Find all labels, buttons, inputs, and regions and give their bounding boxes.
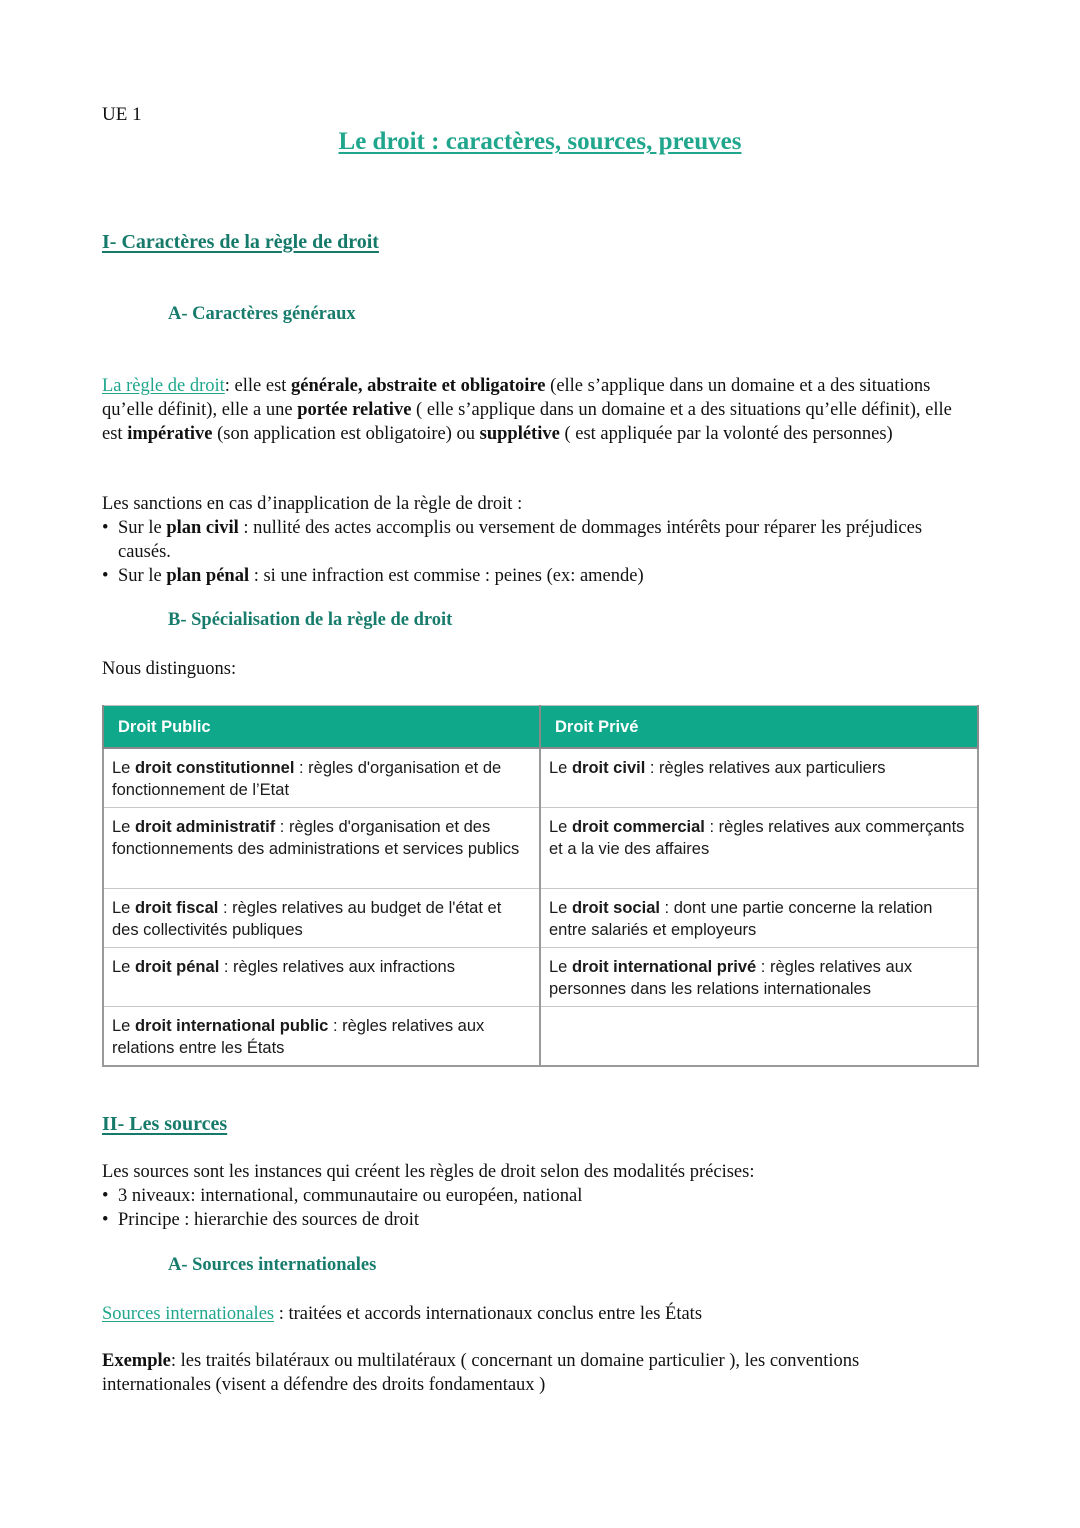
text: Le: [112, 958, 135, 976]
table-row: [103, 889, 978, 948]
text: (son application est obligatoire) ou: [212, 424, 480, 444]
text: : règles relatives aux personnes dans les relations internationales: [549, 958, 913, 998]
table-row: [103, 1007, 978, 1067]
text: : règles relatives aux relations entre les États: [112, 1017, 485, 1057]
bold-text: impérative: [127, 424, 213, 444]
text: : règles relatives au budget de l'état et des collectivités publiques: [112, 899, 502, 939]
bold-text: plan pénal: [166, 566, 250, 586]
text: : règles relatives aux commerçants et a la vie des affaires: [549, 818, 965, 858]
international-sources-link[interactable]: Sources internationales: [102, 1304, 275, 1324]
text: : nullité des actes accomplis ou versement de dommages intérêts pour réparer les préjudices causés.: [118, 518, 923, 562]
bold-text: droit constitutionnel: [134, 759, 295, 777]
text: : traitées et accords internationaux conclus entre les États: [274, 1304, 703, 1324]
bold-text: Exemple: [102, 1351, 171, 1371]
column-header-private-law: Droit Privé: [540, 706, 978, 749]
ue-label: UE 1: [102, 104, 142, 125]
bold-text: droit social: [571, 899, 660, 917]
sanctions-block: [102, 492, 952, 588]
bold-text: droit administratif: [134, 818, 276, 836]
section-2-heading: II- Les sources: [102, 1113, 228, 1135]
table-cell: [540, 808, 978, 889]
table-cell-empty: [540, 1007, 978, 1067]
rule-of-law-link[interactable]: La règle de droit: [102, 376, 225, 396]
list-item: • Principe : hierarchie des sources de droit: [102, 1208, 952, 1232]
table-cell: [103, 748, 540, 808]
text: : règles relatives aux particuliers: [645, 759, 886, 777]
text: : règles d'organisation et des fonctionnements des administrations et services publics: [112, 818, 520, 858]
bold-text: droit pénal: [134, 958, 220, 976]
text: Le: [549, 899, 572, 917]
text: Le: [112, 818, 135, 836]
table-cell: [103, 948, 540, 1007]
sources-block: [102, 1160, 952, 1232]
text: ( elle s’applique dans un domaine et a des situations qu’elle définit), elle est: [102, 400, 952, 444]
sources-list: [102, 1184, 952, 1232]
table-cell: [540, 889, 978, 948]
sanctions-intro: Les sanctions en cas d’inapplication de la règle de droit :: [102, 494, 523, 514]
sanctions-list: [102, 516, 952, 588]
list-item: [102, 564, 952, 588]
text: Le: [112, 1017, 135, 1035]
column-header-public-law: Droit Public: [103, 706, 540, 749]
law-branches-table: [102, 705, 979, 1067]
document-title: Le droit : caractères, sources, preuves: [338, 128, 742, 155]
bold-text: droit fiscal: [134, 899, 219, 917]
bold-text: droit commercial: [571, 818, 705, 836]
text: : les traités bilatéraux ou multilatéraux ( concernant un domaine particulier ), les conventions internationales (visent a défendre des droits fondamentaux ): [102, 1351, 860, 1395]
text: Sur le: [118, 518, 167, 538]
text: Le: [549, 759, 572, 777]
bold-text: plan civil: [166, 518, 239, 538]
table-cell: [103, 1007, 540, 1067]
text: (elle s’applique dans un domaine et a des situations qu’elle définit), elle a une: [102, 376, 931, 420]
rule-of-law-paragraph: [102, 374, 952, 446]
bold-text: droit civil: [571, 759, 646, 777]
table-cell: [103, 808, 540, 889]
list-item: • 3 niveaux: international, communautaire ou européen, national: [102, 1184, 952, 1208]
text: : règles d'organisation et de fonctionnement de l’Etat: [112, 759, 502, 799]
text: : règles relatives aux infractions: [219, 958, 455, 976]
text: : si une infraction est commise : peines (ex: amende): [249, 566, 644, 586]
sources-intro: Les sources sont les instances qui créent les règles de droit selon des modalités précises:: [102, 1162, 755, 1182]
section-1b-heading: B- Spécialisation de la règle de droit: [168, 610, 453, 630]
distinction-intro: Nous distinguons:: [102, 659, 237, 679]
text: Le: [112, 899, 135, 917]
table-row: [103, 948, 978, 1007]
bold-text: droit international privé: [571, 958, 757, 976]
table-row: [103, 748, 978, 808]
section-1a-heading: A- Caractères généraux: [168, 304, 356, 324]
example-paragraph: [102, 1349, 952, 1397]
table-cell: [540, 748, 978, 808]
section-2a-heading: A- Sources internationales: [168, 1255, 377, 1275]
table-cell: [103, 889, 540, 948]
bold-text: supplétive: [479, 424, 560, 444]
text: Le: [549, 958, 572, 976]
text: Sur le: [118, 566, 167, 586]
text: Le: [549, 818, 572, 836]
text: : elle est: [224, 376, 292, 396]
table-row: [103, 808, 978, 889]
section-1-heading: I- Caractères de la règle de droit: [102, 231, 379, 253]
text: ( est appliquée par la volonté des personnes): [559, 424, 893, 444]
international-sources-definition: [102, 1302, 952, 1326]
bold-text: générale, abstraite et obligatoire: [291, 376, 546, 396]
table-header-row: [103, 706, 978, 749]
table-cell: [540, 948, 978, 1007]
list-item: [102, 516, 952, 564]
text: Le: [112, 759, 135, 777]
bold-text: portée relative: [297, 400, 412, 420]
text: : dont une partie concerne la relation entre salariés et employeurs: [549, 899, 933, 939]
bold-text: droit international public: [134, 1017, 329, 1035]
